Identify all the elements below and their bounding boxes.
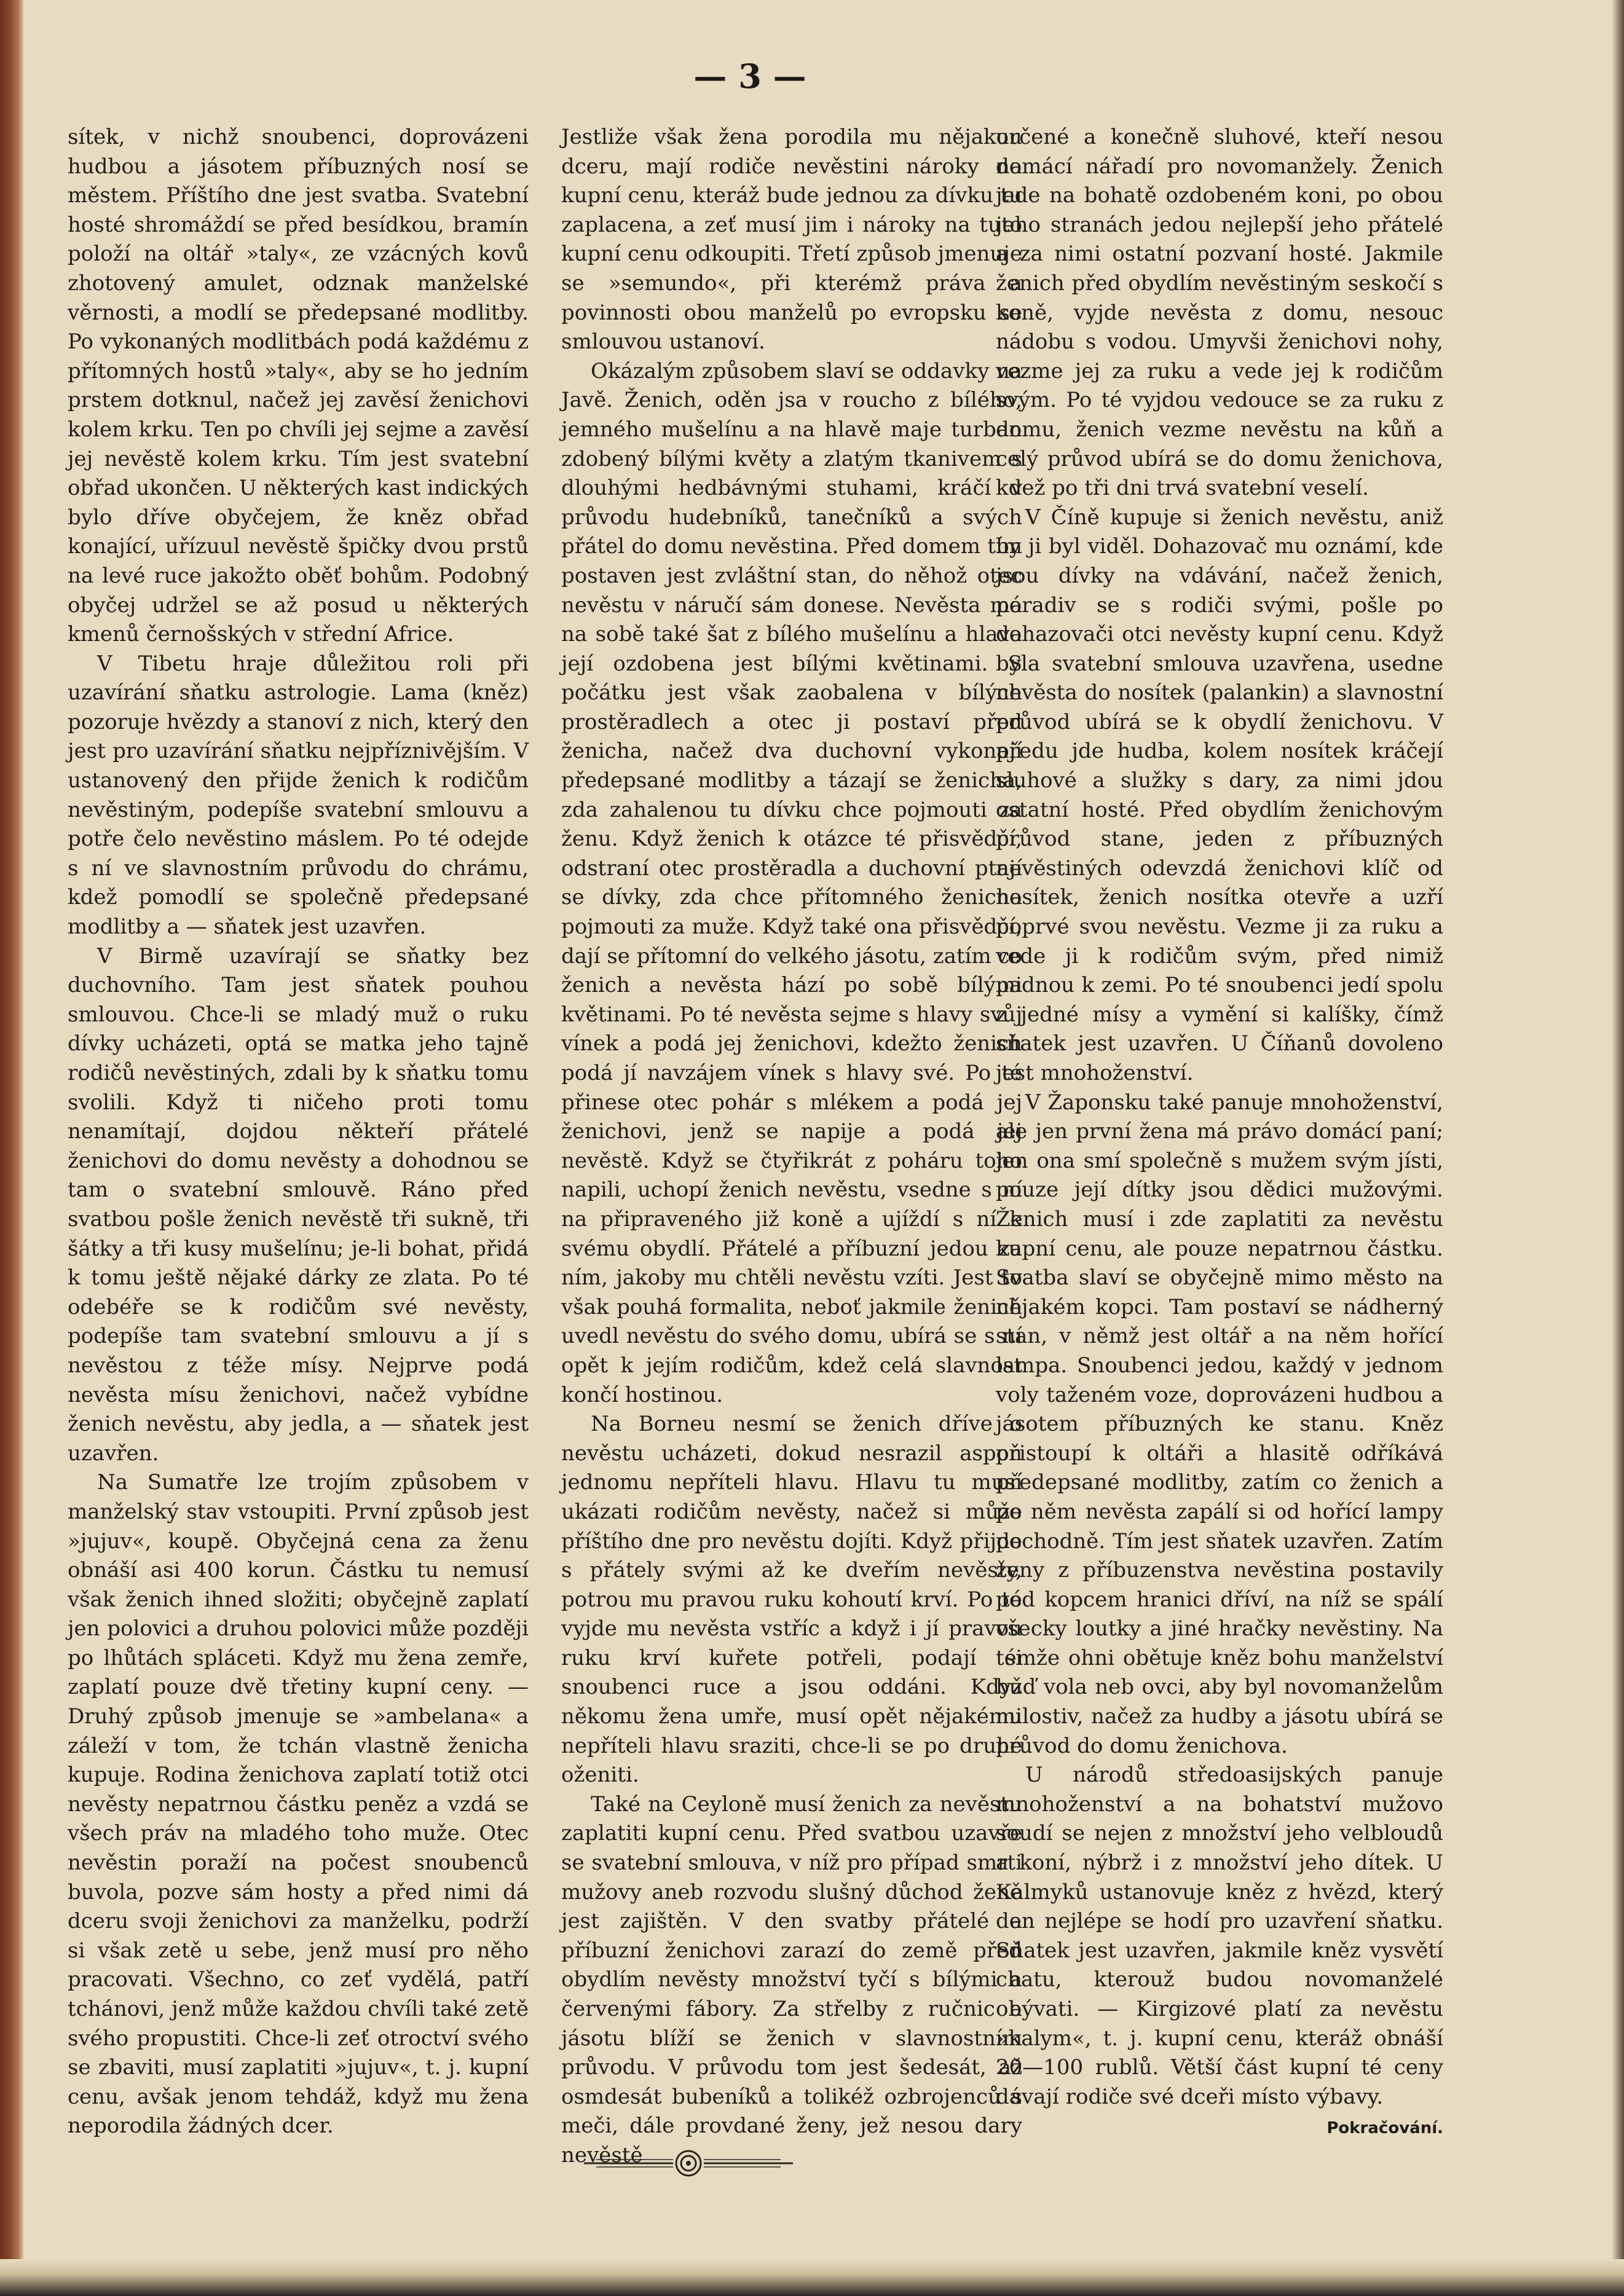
page-number: — 3 — bbox=[693, 57, 806, 96]
paragraph: U národů středoasijských panuje mnohoženství a na bohatství mužovo soudí se nejen z množství jeho velbloudů a koní, nýbrž i z množství jeho dítek. U Kalmyků ustanovuje kněz z hvězd, který den nejlépe se hodí pro uzavření sňatku. Sňatek jest uzavřen, jakmile kněz vysvětí chatu, kterouž budou novomanželé obývati. — Kirgizové platí za nevěstu »kalym«, t. j. kupní cenu, kteráž obnáší 20—100 rublů. Větší část kupní té ceny dávají rodiče své dceři místo výbavy. bbox=[996, 1763, 1443, 2109]
text-column-2 bbox=[561, 123, 1022, 2171]
paragraph: Také na Ceyloně musí ženich za nevěstu zaplatiti kupní cenu. Před svatbou uzavře se svatební smlouva, v níž pro případ smrti mužovy aneb rozvodu slušný důchod ženě jest zajištěn. V den svatby přátelé a příbuzní ženichovi zarazí do země před obydlím nevěsty množství tyčí s bílými a červenými fábory. Za střelby z ručnic a jásotu blíží se ženich v slavnostním průvodu. V průvodu tom jest šedesát, až osmdesát bubeníků a tolikéž ozbrojenců s meči, dále provdané ženy, jež nesou dary nevěstě bbox=[561, 1791, 1022, 2168]
paragraph: V Birmě uzavírají se sňatky bez duchovního. Tam jest sňatek pouhou smlouvou. Chce-li se mladý muž o ruku dívky ucházeti, optá se matka jeho tajně rodičů nevěstiných, zdali by k sňatku tomu svolili. Když ti ničeho proti tomu nenamítají, dojdou někteří přátelé ženichovi do domu nevěsty a dohodnou se tam o svatební smlouvě. Ráno před svatbou pošle ženich nevěstě tři sukně, tři šátky a tři kusy mušelínu; je-li bohat, přidá k tomu ještě nějaké dárky ze zlata. Po té odebéře se k rodičům své nevěsty, podepíše tam svatební smlouvu a jí s nevěstou z téže mísy. Nejprve podá nevěsta mísu ženichovi, načež vybídne ženich nevěstu, aby jedla, a — sňatek jest uzavřen. bbox=[68, 943, 529, 1466]
page-bottom-edge bbox=[0, 2259, 1624, 2296]
ornament-divider-icon bbox=[584, 2145, 793, 2182]
paragraph: určené a konečně sluhové, kteří nesou domácí nářadí pro novomanžely. Ženich jede na bohatě ozdobeném koni, po obou jeho stranách jedou nejlepší jeho přátelé a za nimi ostatní pozvaní hosté. Jakmile ženich před obydlím nevěstiným seskočí s koně, vyjde nevěsta z domu, nesouc nádobu s vodou. Umyvši ženichovi nohy, vezme jej za ruku a vede jej k rodičům svým. Po té vyjdou vedouce se za ruku z domu, ženich vezme nevěstu na kůň a celý průvod ubírá se do domu ženichova, kdež po tři dni trvá svatební veselí. bbox=[996, 125, 1443, 501]
paragraph: sítek, v nichž snoubenci, doprovázeni hudbou a jásotem příbuzných nosí se městem. Příštího dne jest svatba. Svatební hosté shromáždí se před besídkou, bramín položí na oltář »taly«, ze vzácných kovů zhotovený amulet, odznak manželské věrnosti, a modlí se předepsané modlitby. Po vykonaných modlitbách podá každému z přítomných hostů »taly«, aby se ho jedním prstem dotknul, načež jej zavěsí ženichovi kolem krku. Ten po chvíli jej sejme a zavěsí jej nevěstě kolem krku. Tím jest svatební obřad ukončen. U některých kast indických bylo dříve obyčejem, že kněz obřad konající, uřízuul nevěstě špičky dvou prstů na levé ruce jakožto oběť bohům. Podobný obyčej udržel se až posud u některých kmenů černošských v střední Africe. bbox=[68, 125, 529, 647]
paragraph: V Žaponsku také panuje mnohoženství, ale jen první žena má právo domácí paní; jen ona smí společně s mužem svým jísti, pouze její dítky jsou dědici mužovými. Ženich musí i zde zaplatiti za nevěstu kupní cenu, ale pouze nepatrnou částku. Svatba slaví se obyčejně mimo město na nějakém kopci. Tam postaví se nádherný stan, v němž jest oltář a na něm hořící lampa. Snoubenci jedou, každý v jednom voly taženém voze, doprovázeni hudbou a jásotem příbuzných ke stanu. Kněz přistoupí k oltáři a hlasitě odříkává předepsané modlitby, zatím co ženich a po něm nevěsta zapálí si od hořící lampy pochodně. Tím jest sňatek uzavřen. Zatím ženy z příbuzenstva nevěstina postavily pod kopcem hranici dříví, na níž se spálí všecky loutky a jiné hračky nevěstiny. Na témže ohni obětuje kněz bohu manželství buď vola neb ovci, aby byl novomanželům milostiv, načež za hudby a jásotu ubírá se průvod do domu ženichova. bbox=[996, 1090, 1443, 1758]
paragraph: Okázalým způsobem slaví se oddavky na Javě. Ženich, oděn jsa v roucho z bílého, jemného mušelínu a na hlavě maje turban zdobený bílými květy a zlatým tkanivem s dlouhými hedbávnými stuhami, kráčí v průvodu hudebníků, tanečníků a svých přátel do domu nevěstina. Před domem tím postaven jest zvláštní stan, do něhož otec nevěstu v náručí sám donese. Nevěsta má na sobě také šat z bílého mušelínu a hlava její ozdobena jest bílými květinami. S počátku jest však zaobalena v bílých prostěradlech a otec ji postaví před ženicha, načež dva duchovní vykonají předepsané modlitby a tázají se ženicha, zda zahalenou tu dívku chce pojmouti za ženu. Když ženich k otázce té přisvědčí, odstraní otec prostěradla a duchovní ptají se dívky, zda chce přítomného ženicha pojmouti za muže. Když také ona přisvědčí, dají se přítomní do velkého jásotu, zatím co ženich a nevěsta hází po sobě bílými květinami. Po té nevěsta sejme s hlavy svůj vínek a podá jej ženichovi, kdežto ženich podá jí navzájem vínek s hlavy své. Po té přinese otec pohár s mlékem a podá jej ženichovi, jenž se napije a podá jej nevěstě. Když se čtyřikrát z poháru toho napili, uchopí ženich nevěstu, vsedne s ní na připraveného již koně a ujíždí s ní k svému obydlí. Přátelé a příbuzní jedou za ním, jakoby mu chtěli nevěstu vzíti. Jest to však pouhá formalita, neboť jakmile ženich uvedl nevěstu do svého domu, ubírá se s ní opět k jejím rodičům, kdež celá slavnost končí hostinou. bbox=[561, 358, 1022, 1407]
paragraph: Jestliže však žena porodila mu nějakou dceru, mají rodiče nevěstini nároky na kupní cenu, kteráž bude jednou za dívku tu zaplacena, a zeť musí jim i nároky na tuto kupní cenu odkoupiti. Třetí způsob jmenuje se »semundo«, při kterémž práva a povinnosti obou manželů po evropsku se smlouvou ustanoví. bbox=[561, 125, 1022, 355]
continuation-note: Pokračování. bbox=[1326, 2119, 1443, 2138]
page-edge bbox=[1612, 0, 1624, 2296]
paragraph: Na Borneu nesmí se ženich dříve o nevěstu ucházeti, dokud nesrazil aspoň jednomu nepříteli hlavu. Hlavu tu musí ukázati rodičům nevěsty, načež si může příštího dne pro nevěstu dojíti. Když přijde s přátely svými až ke dveřím nevěsty, potrou mu pravou ruku kohoutí krví. Po té vyjde mu nevěsta vstříc a když i jí pravou ruku krví kuřete potřeli, podají si snoubenci ruce a jsou oddáni. Když někomu žena umře, musí opět nějakému nepříteli hlavu sraziti, chce-li se po druhé oženiti. bbox=[561, 1412, 1022, 1788]
page-binding bbox=[0, 0, 23, 2296]
paragraph: Na Sumatře lze trojím způsobem v manželský stav vstoupiti. První způsob jest »jujuv«, koupě. Obyčejná cena za ženu obnáší asi 400 korun. Částku tu nemusí však ženich ihned složiti; obyčejně zaplatí jen polovici a druhou polovici může později po lhůtách spláceti. Když mu žena zemře, zaplatí pouze dvě třetiny kupní ceny. — Druhý způsob jmenuje se »ambelana« a záleží v tom, že tchán vlastně ženicha kupuje. Rodina ženichova zaplatí totiž otci nevěsty nepatrnou částku peněz a vzdá se všech práv na mladého toho muže. Otec nevěstin poraží na počest snoubenců buvola, pozve sám hosty a před nimi dá dceru svoji ženichovi za manželku, podrží si však zetě u sebe, jenž musí pro něho pracovati. Všechno, co zeť vydělá, patří tchánovi, jenž může každou chvíli také zetě svého propustiti. Chce-li zeť otroctví svého se zbaviti, musí zaplatiti »jujuv«, t. j. kupní cenu, avšak jenom tehdáž, když mu žena neporodila žádných dcer. bbox=[68, 1470, 529, 2139]
text-column-1 bbox=[68, 123, 529, 2141]
paragraph: V Tibetu hraje důležitou roli při uzavírání sňatku astrologie. Lama (kněz) pozoruje hvězdy a stanoví z nich, který den jest pro uzavírání sňatku nejpříznivějším. V ustanovený den přijde ženich k rodičům nevěstiným, podepíše svatební smlouvu a potře čelo nevěstino máslem. Po té odejde s ní ve slavnostním průvodu do chrámu, kdež pomodlí se společně předepsané modlitby a — sňatek jest uzavřen. bbox=[68, 651, 529, 940]
text-column-3 bbox=[996, 123, 1443, 2144]
paragraph: V Číně kupuje si ženich nevěstu, aniž by ji byl viděl. Dohazovač mu oznámí, kde jsou dívky na vdávání, načež ženich, poradiv se s rodiči svými, pošle po dohazovači otci nevěsty kupní cenu. Když byla svatební smlouva uzavřena, usedne nevěsta do nosítek (palankin) a slavnostní průvod ubírá se k obydlí ženichovu. V předu jde hudba, kolem nosítek kráčejí sluhové a služky s dary, za nimi jdou ostatní hosté. Před obydlím ženichovým průvod stane, jeden z příbuzných nevěstiných odevzdá ženichovi klíč od nosítek, ženich nosítka otevře a uzří poprvé svou nevěstu. Vezme ji za ruku a vede ji k rodičům svým, před nimiž padnou k zemi. Po té snoubenci jedí spolu z jedné mísy a vymění si kalíšky, čímž sňatek jest uzavřen. U Číňanů dovoleno jest mnohoženství. bbox=[996, 505, 1443, 1085]
